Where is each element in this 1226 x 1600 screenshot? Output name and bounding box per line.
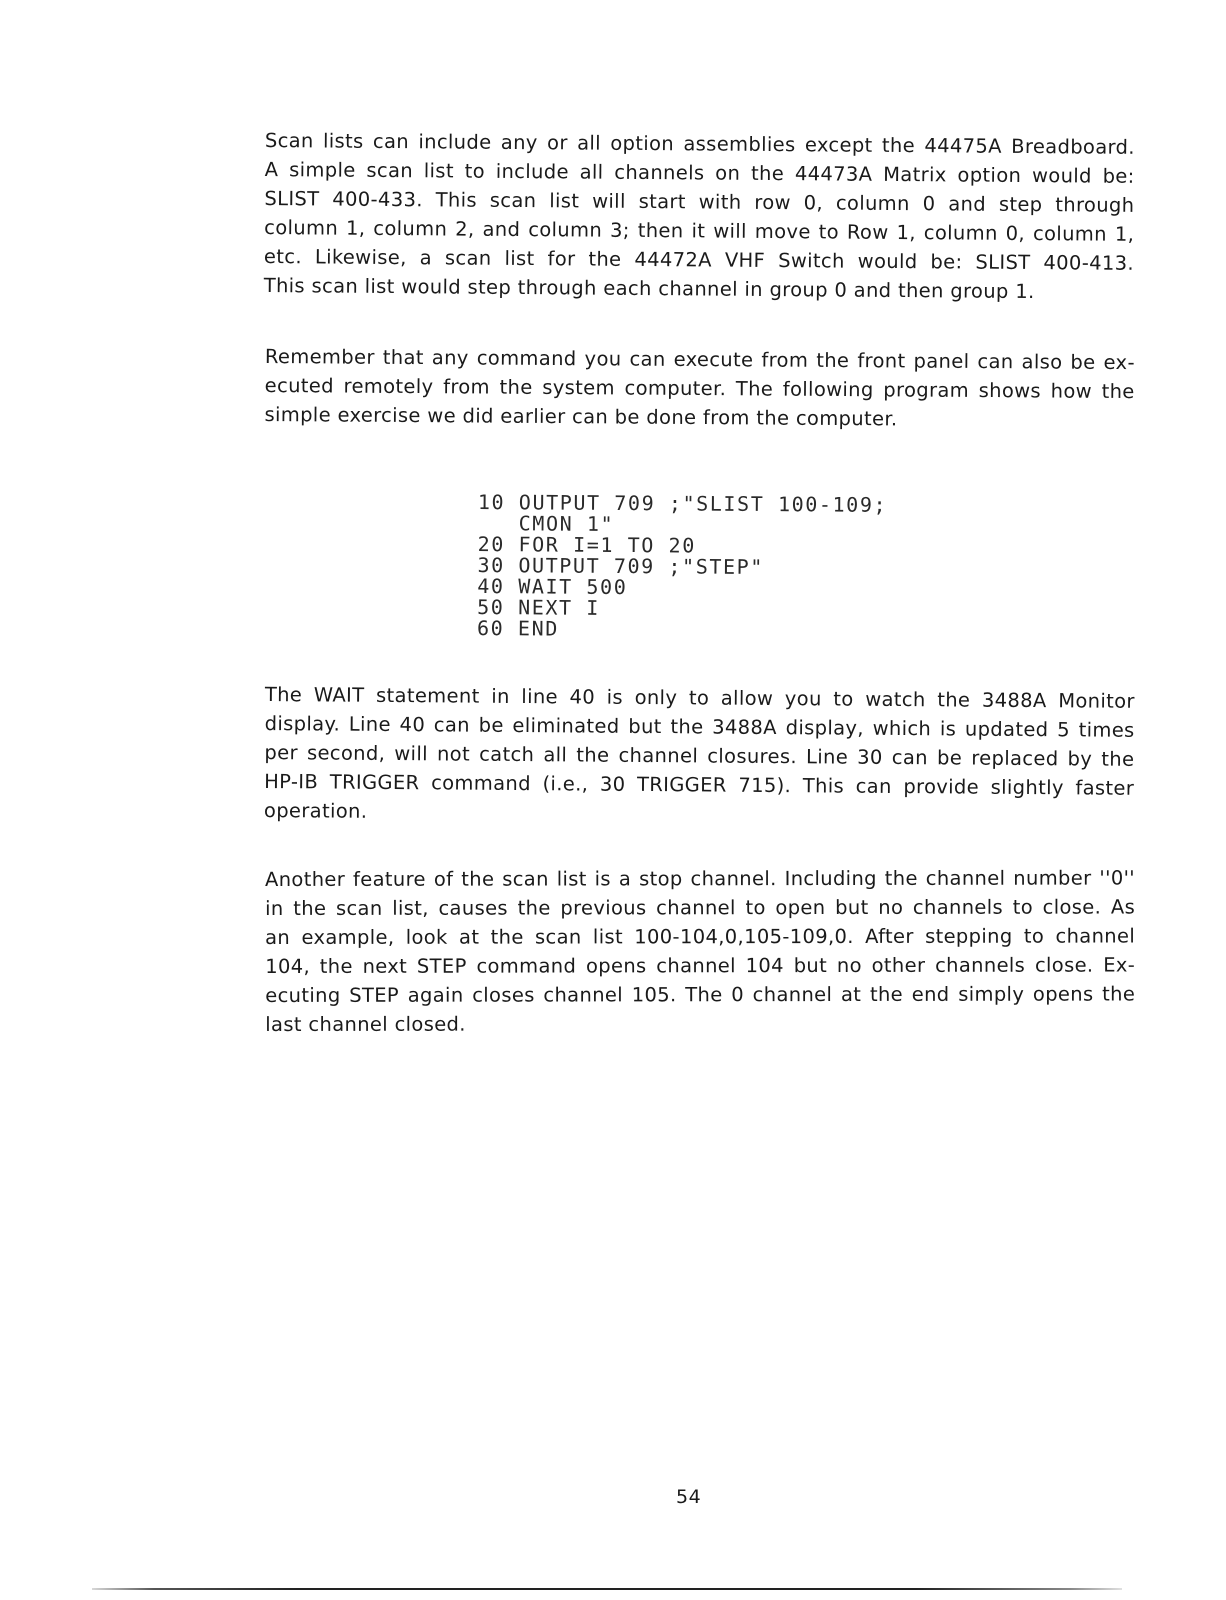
text-line: Another feature of the scan list is a stop channel. Including the channel number ''0'' xyxy=(265,866,1136,891)
code-line: 20 FOR I=1 TO 20 xyxy=(477,531,696,558)
text-line: simple exercise we did earlier can be done from the computer. xyxy=(264,402,898,431)
text-line: ecuting STEP again closes channel 105. The 0 channel at the end simply opens the xyxy=(265,982,1136,1007)
text-line: SLIST 400-433. This scan list will start with row 0, column 0 and step through xyxy=(264,186,1135,217)
text-line: per second, will not catch all the channel closures. Line 30 can be replaced by the xyxy=(264,740,1135,771)
code-line: 40 WAIT 500 xyxy=(477,573,628,600)
code-line: 50 NEXT I xyxy=(477,594,601,620)
text-line: Remember that any command you can execute from the front panel can also be ex- xyxy=(264,344,1135,375)
text-line: ecuted remotely from the system computer. The following program shows how the xyxy=(264,373,1135,404)
text-line: A simple scan list to include all channels on the 44473A Matrix option would be: xyxy=(264,157,1135,188)
paragraph-scan-lists xyxy=(264,126,1135,307)
scan-edge-rule xyxy=(92,1588,1122,1590)
program-listing xyxy=(477,492,887,642)
paragraph-stop-channel xyxy=(265,863,1135,1039)
text-line: column 1, column 2, and column 3; then it will move to Row 1, column 0, column 1, xyxy=(264,215,1135,246)
text-line: an example, look at the scan list 100-104,0,105-109,0. After stepping to channel xyxy=(265,924,1136,949)
paragraph-wait-statement xyxy=(264,680,1135,832)
text-line: Scan lists can include any or all option assemblies except the 44475A Breadboard. xyxy=(264,128,1135,159)
text-line: operation. xyxy=(263,798,368,823)
code-line: 60 END xyxy=(476,615,559,641)
text-line: This scan list would step through each channel in group 0 and then group 1. xyxy=(263,273,1035,304)
text-line: 104, the next STEP command opens channel 104 but no other channels close. Ex- xyxy=(265,953,1136,978)
text-line: in the scan list, causes the previous channel to open but no channels to close. As xyxy=(265,895,1136,920)
code-line: 10 OUTPUT 709 ;"SLIST 100-109; xyxy=(477,490,888,517)
text-line: HP-IB TRIGGER command (i.e., 30 TRIGGER 715). This can provide slightly faster xyxy=(264,769,1135,800)
text-line: The WAIT statement in line 40 is only to allow you to watch the 3488A Monitor xyxy=(264,682,1135,713)
page-number: 54 xyxy=(676,1486,702,1508)
paragraph-remote-execution xyxy=(264,342,1135,435)
text-line: display. Line 40 can be eliminated but the 3488A display, which is updated 5 times xyxy=(264,711,1135,742)
code-line: CMON 1" xyxy=(477,510,615,536)
text-line: last channel closed. xyxy=(265,1012,466,1036)
code-line: 30 OUTPUT 709 ;"STEP" xyxy=(477,552,765,579)
text-line: etc. Likewise, a scan list for the 44472A VHF Switch would be: SLIST 400-413. xyxy=(263,244,1135,275)
